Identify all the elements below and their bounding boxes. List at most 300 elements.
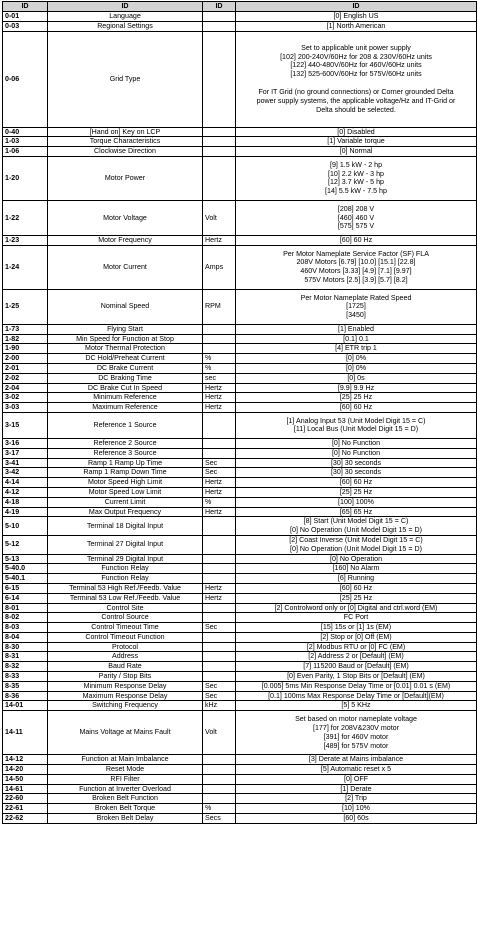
param-name: RFI Filter bbox=[48, 774, 203, 784]
param-unit bbox=[203, 564, 236, 574]
param-unit bbox=[203, 794, 236, 804]
param-name: Grid Type bbox=[48, 31, 203, 127]
table-row bbox=[3, 804, 477, 814]
param-value bbox=[236, 354, 477, 364]
param-value bbox=[236, 774, 477, 784]
param-value bbox=[236, 804, 477, 814]
param-unit: Volt bbox=[203, 711, 236, 755]
param-name: Protocol bbox=[48, 642, 203, 652]
param-unit bbox=[203, 672, 236, 682]
param-value-line: [25] 25 Hz bbox=[339, 593, 373, 602]
param-name: Address bbox=[48, 652, 203, 662]
param-value-line: [65] 65 Hz bbox=[339, 507, 373, 516]
param-value bbox=[236, 156, 477, 200]
param-value-line: FC Port bbox=[343, 613, 369, 622]
param-id: 3-03 bbox=[3, 403, 48, 413]
param-value bbox=[236, 458, 477, 468]
param-unit bbox=[203, 448, 236, 458]
param-name: Flying Start bbox=[48, 324, 203, 334]
table-row bbox=[3, 765, 477, 775]
param-id: 2-02 bbox=[3, 373, 48, 383]
table-row bbox=[3, 497, 477, 507]
param-id: 22-60 bbox=[3, 794, 48, 804]
param-value-line: [160] No Alarm bbox=[332, 564, 380, 573]
param-value-line: [10] 2.2 kW - 3 hp bbox=[328, 169, 384, 178]
param-id: 1-25 bbox=[3, 289, 48, 324]
param-value-line: 575V Motors [2.5] [3.9] [5.7] [8.2] bbox=[304, 276, 408, 285]
param-value-line: [1725] bbox=[346, 302, 366, 311]
param-name: Function Relay bbox=[48, 564, 203, 574]
param-value bbox=[236, 478, 477, 488]
table-row bbox=[3, 200, 477, 235]
param-value bbox=[236, 652, 477, 662]
param-name: Ramp 1 Ramp Up Time bbox=[48, 458, 203, 468]
param-value bbox=[236, 701, 477, 711]
param-name: Reference 2 Source bbox=[48, 438, 203, 448]
param-unit: Hertz bbox=[203, 383, 236, 393]
param-unit bbox=[203, 774, 236, 784]
table-row bbox=[3, 487, 477, 497]
param-unit bbox=[203, 12, 236, 22]
param-value-line: [1] Variable torque bbox=[327, 137, 385, 146]
table-row bbox=[3, 393, 477, 403]
table-row bbox=[3, 458, 477, 468]
param-value-line: [1] Derate bbox=[340, 784, 372, 793]
param-name: Reference 1 Source bbox=[48, 412, 203, 438]
param-unit bbox=[203, 334, 236, 344]
table-row bbox=[3, 31, 477, 127]
table-row bbox=[3, 448, 477, 458]
param-unit bbox=[203, 535, 236, 554]
param-value-line: [1] Enabled bbox=[338, 324, 374, 333]
param-value-line: [0] 0% bbox=[345, 354, 367, 363]
param-value-line: [100] 100% bbox=[338, 497, 374, 506]
param-value-line: [15] 15s or [1] 1s (EM) bbox=[320, 623, 392, 632]
param-name: Broken Belt Function bbox=[48, 794, 203, 804]
table-row bbox=[3, 632, 477, 642]
param-id: 22-61 bbox=[3, 804, 48, 814]
param-id: 8-36 bbox=[3, 691, 48, 701]
table-row bbox=[3, 412, 477, 438]
param-value bbox=[236, 438, 477, 448]
table-row bbox=[3, 623, 477, 633]
param-name: [Hand on] Key on LCP bbox=[48, 127, 203, 137]
param-name: Nominal Speed bbox=[48, 289, 203, 324]
param-unit bbox=[203, 755, 236, 765]
param-name: DC Brake Cut In Speed bbox=[48, 383, 203, 393]
param-id: 0-06 bbox=[3, 31, 48, 127]
table-row bbox=[3, 156, 477, 200]
param-unit: Secs bbox=[203, 814, 236, 824]
param-name: Minimum Reference bbox=[48, 393, 203, 403]
param-value-line: [177] for 208V&230V motor bbox=[313, 723, 399, 732]
param-unit: Hertz bbox=[203, 478, 236, 488]
param-name: Terminal 18 Digital Input bbox=[48, 517, 203, 536]
param-unit: % bbox=[203, 804, 236, 814]
param-value bbox=[236, 765, 477, 775]
param-id: 3-42 bbox=[3, 468, 48, 478]
table-row bbox=[3, 574, 477, 584]
param-name: Function at Inverter Overload bbox=[48, 784, 203, 794]
param-value-line: [489] for 575V motor bbox=[323, 741, 389, 750]
header-row bbox=[3, 2, 477, 12]
param-name: DC Brake Current bbox=[48, 363, 203, 373]
param-value-line: [60] 60 Hz bbox=[339, 235, 373, 244]
param-unit: Sec bbox=[203, 681, 236, 691]
param-value-line: [9.9] 9.9 Hz bbox=[337, 383, 375, 392]
param-value-line: [132] 525-600V/60Hz for 575V/60Hz units bbox=[290, 70, 422, 79]
param-unit bbox=[203, 21, 236, 31]
param-value-line: Set to applicable unit power supply bbox=[301, 43, 411, 52]
param-value-line: [0] No Function bbox=[331, 448, 381, 457]
param-value-line: [6] Running bbox=[337, 574, 375, 583]
param-unit: sec bbox=[203, 373, 236, 383]
param-unit: Sec bbox=[203, 623, 236, 633]
param-name: Reference 3 Source bbox=[48, 448, 203, 458]
table-row bbox=[3, 383, 477, 393]
param-value-line: For IT Grid (no ground connections) or Corner grounded Delta bbox=[258, 87, 454, 96]
param-unit bbox=[203, 554, 236, 564]
param-name: Ramp 1 Ramp Down Time bbox=[48, 468, 203, 478]
param-value-line: Per Motor Nameplate Rated Speed bbox=[300, 293, 412, 302]
param-name: Parity / Stop Bits bbox=[48, 672, 203, 682]
param-name: Function at Main Imbalance bbox=[48, 755, 203, 765]
table-row bbox=[3, 603, 477, 613]
value-spacer bbox=[238, 79, 474, 88]
table-row bbox=[3, 324, 477, 334]
param-value-line: Per Motor Nameplate Service Factor (SF) FLA bbox=[283, 249, 429, 258]
param-value bbox=[236, 31, 477, 127]
param-id: 22-62 bbox=[3, 814, 48, 824]
param-unit: Hertz bbox=[203, 487, 236, 497]
param-value bbox=[236, 784, 477, 794]
param-value-line: [25] 25 Hz bbox=[339, 393, 373, 402]
param-value bbox=[236, 642, 477, 652]
param-value-line: [102] 200-240V/60Hz for 208 & 230V/60Hz units bbox=[280, 52, 432, 61]
table-row bbox=[3, 468, 477, 478]
table-row bbox=[3, 137, 477, 147]
param-unit bbox=[203, 147, 236, 157]
param-unit bbox=[203, 603, 236, 613]
param-id: 3-15 bbox=[3, 412, 48, 438]
param-unit: % bbox=[203, 497, 236, 507]
param-value bbox=[236, 613, 477, 623]
param-value bbox=[236, 507, 477, 517]
param-value-line: [2] Coast Inverse (Unit Model Digit 15 = C) bbox=[289, 535, 423, 544]
param-id: 14-20 bbox=[3, 765, 48, 775]
param-value-line: [0] No Function bbox=[331, 438, 381, 447]
param-id: 8-32 bbox=[3, 662, 48, 672]
table-row bbox=[3, 613, 477, 623]
param-unit: Amps bbox=[203, 245, 236, 289]
param-name: Motor Thermal Protection bbox=[48, 344, 203, 354]
param-value bbox=[236, 412, 477, 438]
param-value-line: [60] 60 Hz bbox=[339, 583, 373, 592]
param-value bbox=[236, 12, 477, 22]
param-value-line: [122] 440-480V/60Hz for 460V/60Hz units bbox=[290, 61, 422, 70]
param-name: Min Speed for Function at Stop bbox=[48, 334, 203, 344]
param-value bbox=[236, 334, 477, 344]
param-value-line: [14] 5.5 kW - 7.5 hp bbox=[325, 187, 387, 196]
param-name: Terminal 27 Digital Input bbox=[48, 535, 203, 554]
table-row bbox=[3, 373, 477, 383]
param-name: Language bbox=[48, 12, 203, 22]
table-row bbox=[3, 344, 477, 354]
param-value bbox=[236, 535, 477, 554]
param-name: Minimum Response Delay bbox=[48, 681, 203, 691]
param-name: Clockwise Direction bbox=[48, 147, 203, 157]
param-value-line: [0] OFF bbox=[343, 774, 369, 783]
param-id: 2-01 bbox=[3, 363, 48, 373]
param-name: Motor Speed High Limit bbox=[48, 478, 203, 488]
param-value-line: [11] Local Bus (Unit Model Digit 15 = D) bbox=[293, 425, 419, 434]
param-id: 3-16 bbox=[3, 438, 48, 448]
param-id: 1-06 bbox=[3, 147, 48, 157]
param-value bbox=[236, 200, 477, 235]
table-row bbox=[3, 438, 477, 448]
param-value bbox=[236, 245, 477, 289]
param-name: DC Hold/Preheat Current bbox=[48, 354, 203, 364]
param-name: Motor Frequency bbox=[48, 235, 203, 245]
table-row bbox=[3, 235, 477, 245]
param-value bbox=[236, 363, 477, 373]
param-id: 3-17 bbox=[3, 448, 48, 458]
param-value-line: [460] 460 V bbox=[337, 213, 375, 222]
param-value-line: [60] 60s bbox=[343, 814, 369, 823]
param-value-line: [0] 0% bbox=[345, 363, 367, 372]
param-id: 6-14 bbox=[3, 593, 48, 603]
param-unit bbox=[203, 652, 236, 662]
param-unit: Sec bbox=[203, 458, 236, 468]
table-row bbox=[3, 354, 477, 364]
param-value bbox=[236, 593, 477, 603]
param-value-line: [0] Disabled bbox=[337, 127, 375, 136]
param-unit: % bbox=[203, 354, 236, 364]
param-name: Motor Power bbox=[48, 156, 203, 200]
param-id: 6-15 bbox=[3, 583, 48, 593]
param-value-line: Delta should be selected. bbox=[316, 105, 396, 114]
param-name: Mains Voltage at Mains Fault bbox=[48, 711, 203, 755]
param-name: Control Source bbox=[48, 613, 203, 623]
param-unit bbox=[203, 784, 236, 794]
param-value bbox=[236, 235, 477, 245]
param-id: 14-11 bbox=[3, 711, 48, 755]
table-row bbox=[3, 774, 477, 784]
param-value bbox=[236, 383, 477, 393]
param-value bbox=[236, 289, 477, 324]
param-value bbox=[236, 794, 477, 804]
table-row bbox=[3, 403, 477, 413]
param-id: 5-10 bbox=[3, 517, 48, 536]
param-value-line: [0.005] 5ms Min Response Delay Time or [0.01] 0.01 s (EM) bbox=[261, 681, 451, 690]
param-value-line: 460V Motors [3.33] [4.9] [7.1] [9.97] bbox=[300, 267, 412, 276]
param-id: 14-61 bbox=[3, 784, 48, 794]
param-unit bbox=[203, 517, 236, 536]
table-row bbox=[3, 535, 477, 554]
param-value-line: power supply systems, the applicable voltage/Hz and IT-Grid or bbox=[256, 96, 456, 105]
param-value bbox=[236, 662, 477, 672]
param-id: 5-13 bbox=[3, 554, 48, 564]
param-id: 4-18 bbox=[3, 497, 48, 507]
param-name: Function Relay bbox=[48, 574, 203, 584]
param-value bbox=[236, 448, 477, 458]
param-id: 1-20 bbox=[3, 156, 48, 200]
table-row bbox=[3, 554, 477, 564]
param-id: 0-01 bbox=[3, 12, 48, 22]
param-value bbox=[236, 603, 477, 613]
table-row bbox=[3, 517, 477, 536]
param-id: 2-04 bbox=[3, 383, 48, 393]
param-id: 0-40 bbox=[3, 127, 48, 137]
param-id: 4-12 bbox=[3, 487, 48, 497]
parameter-table bbox=[2, 1, 477, 824]
param-value-line: [391] for 460V motor bbox=[323, 732, 389, 741]
param-value-line: [0.1] 100ms Max Response Delay Time or [Default](EM) bbox=[268, 691, 444, 700]
param-id: 8-02 bbox=[3, 613, 48, 623]
param-unit bbox=[203, 127, 236, 137]
param-value bbox=[236, 468, 477, 478]
param-id: 8-33 bbox=[3, 672, 48, 682]
param-unit: Volt bbox=[203, 200, 236, 235]
param-id: 1-73 bbox=[3, 324, 48, 334]
param-name: Terminal 53 Low Ref./Feedb. Value bbox=[48, 593, 203, 603]
table-body bbox=[3, 12, 477, 824]
param-id: 1-82 bbox=[3, 334, 48, 344]
param-unit bbox=[203, 613, 236, 623]
param-name: Maximum Response Delay bbox=[48, 691, 203, 701]
param-value-line: [3450] bbox=[346, 311, 366, 320]
param-value bbox=[236, 681, 477, 691]
param-unit: Hertz bbox=[203, 507, 236, 517]
table-row bbox=[3, 127, 477, 137]
param-value-line: [2] Address 2 or [Default] (EM) bbox=[308, 652, 404, 661]
param-unit bbox=[203, 438, 236, 448]
param-value bbox=[236, 517, 477, 536]
param-value-line: [8] Start (Unit Model Digit 15 = C) bbox=[303, 517, 409, 526]
param-id: 8-01 bbox=[3, 603, 48, 613]
table-row bbox=[3, 652, 477, 662]
param-unit: Hertz bbox=[203, 235, 236, 245]
param-unit: % bbox=[203, 363, 236, 373]
param-value bbox=[236, 344, 477, 354]
param-value-line: [0] 0s bbox=[347, 373, 365, 382]
table-row bbox=[3, 755, 477, 765]
table-row bbox=[3, 564, 477, 574]
param-value-line: 208V Motors [6.79] [10.0] [15.1] [22.8] bbox=[296, 258, 416, 267]
param-value-line: [0.1] 0.1 bbox=[343, 334, 369, 343]
table-row bbox=[3, 691, 477, 701]
param-value-line: [2] Controlword only or [0] Digital and ctrl.word (EM) bbox=[274, 603, 438, 612]
param-value bbox=[236, 574, 477, 584]
param-value bbox=[236, 755, 477, 765]
param-unit bbox=[203, 137, 236, 147]
param-unit bbox=[203, 642, 236, 652]
table-header bbox=[3, 2, 477, 12]
param-id: 4-19 bbox=[3, 507, 48, 517]
param-value-line: [0] No Operation (Unit Model Digit 15 = D) bbox=[290, 544, 422, 553]
param-name: Max Output Frequency bbox=[48, 507, 203, 517]
table-row bbox=[3, 245, 477, 289]
param-value-line: [60] 60 Hz bbox=[339, 478, 373, 487]
param-value-line: [5] Automatic reset x 5 bbox=[320, 765, 392, 774]
param-value-line: [60] 60 Hz bbox=[339, 403, 373, 412]
param-value-line: [9] 1.5 kW - 2 hp bbox=[329, 160, 383, 169]
param-id: 1-90 bbox=[3, 344, 48, 354]
param-value-line: [30] 30 seconds bbox=[330, 468, 382, 477]
param-value-line: [1] Analog Input 53 (Unit Model Digit 15 = C) bbox=[286, 416, 426, 425]
table-row bbox=[3, 12, 477, 22]
param-id: 4-14 bbox=[3, 478, 48, 488]
param-value bbox=[236, 554, 477, 564]
table-row bbox=[3, 289, 477, 324]
param-value-line: [0] No Operation bbox=[329, 554, 383, 563]
param-id: 1-24 bbox=[3, 245, 48, 289]
table-row bbox=[3, 593, 477, 603]
param-value bbox=[236, 393, 477, 403]
table-row bbox=[3, 681, 477, 691]
param-value bbox=[236, 583, 477, 593]
param-id: 8-03 bbox=[3, 623, 48, 633]
param-id: 8-30 bbox=[3, 642, 48, 652]
param-unit: Hertz bbox=[203, 393, 236, 403]
param-id: 8-31 bbox=[3, 652, 48, 662]
header-value: ID bbox=[236, 2, 477, 12]
param-unit: Hertz bbox=[203, 583, 236, 593]
param-value bbox=[236, 711, 477, 755]
param-value-line: [0] No Operation (Unit Model Digit 15 = D) bbox=[290, 526, 422, 535]
param-value-line: [5] 5 KHz bbox=[341, 701, 371, 710]
table-row bbox=[3, 794, 477, 804]
param-id: 5-12 bbox=[3, 535, 48, 554]
param-name: Terminal 53 High Ref./Feedb. Value bbox=[48, 583, 203, 593]
param-value-line: [7] 115200 Baud or [Default] (EM) bbox=[303, 662, 409, 671]
param-name: Terminal 29 Digital Input bbox=[48, 554, 203, 564]
param-id: 5-40.0 bbox=[3, 564, 48, 574]
table-row bbox=[3, 701, 477, 711]
table-row bbox=[3, 784, 477, 794]
table-row bbox=[3, 478, 477, 488]
param-name: Baud Rate bbox=[48, 662, 203, 672]
param-value bbox=[236, 127, 477, 137]
header-unit: ID bbox=[203, 2, 236, 12]
param-unit: Sec bbox=[203, 691, 236, 701]
param-value bbox=[236, 324, 477, 334]
param-id: 3-02 bbox=[3, 393, 48, 403]
param-id: 1-22 bbox=[3, 200, 48, 235]
header-id: ID bbox=[3, 2, 48, 12]
param-name: Motor Voltage bbox=[48, 200, 203, 235]
param-value-line: [25] 25 Hz bbox=[339, 487, 373, 496]
param-value bbox=[236, 564, 477, 574]
param-id: 8-04 bbox=[3, 632, 48, 642]
param-unit bbox=[203, 662, 236, 672]
param-name: Torque Characteristics bbox=[48, 137, 203, 147]
header-name: ID bbox=[48, 2, 203, 12]
param-id: 1-03 bbox=[3, 137, 48, 147]
param-name: Switching Frequency bbox=[48, 701, 203, 711]
table-row bbox=[3, 334, 477, 344]
param-unit: kHz bbox=[203, 701, 236, 711]
param-value bbox=[236, 373, 477, 383]
param-name: Broken Belt Delay bbox=[48, 814, 203, 824]
param-unit bbox=[203, 156, 236, 200]
param-id: 0-03 bbox=[3, 21, 48, 31]
param-name: Motor Current bbox=[48, 245, 203, 289]
param-value bbox=[236, 691, 477, 701]
param-value-line: [0] Even Parity, 1 Stop Bits or [Default] (EM) bbox=[287, 672, 425, 681]
param-value-line: [30] 30 seconds bbox=[330, 458, 382, 467]
table-row bbox=[3, 583, 477, 593]
